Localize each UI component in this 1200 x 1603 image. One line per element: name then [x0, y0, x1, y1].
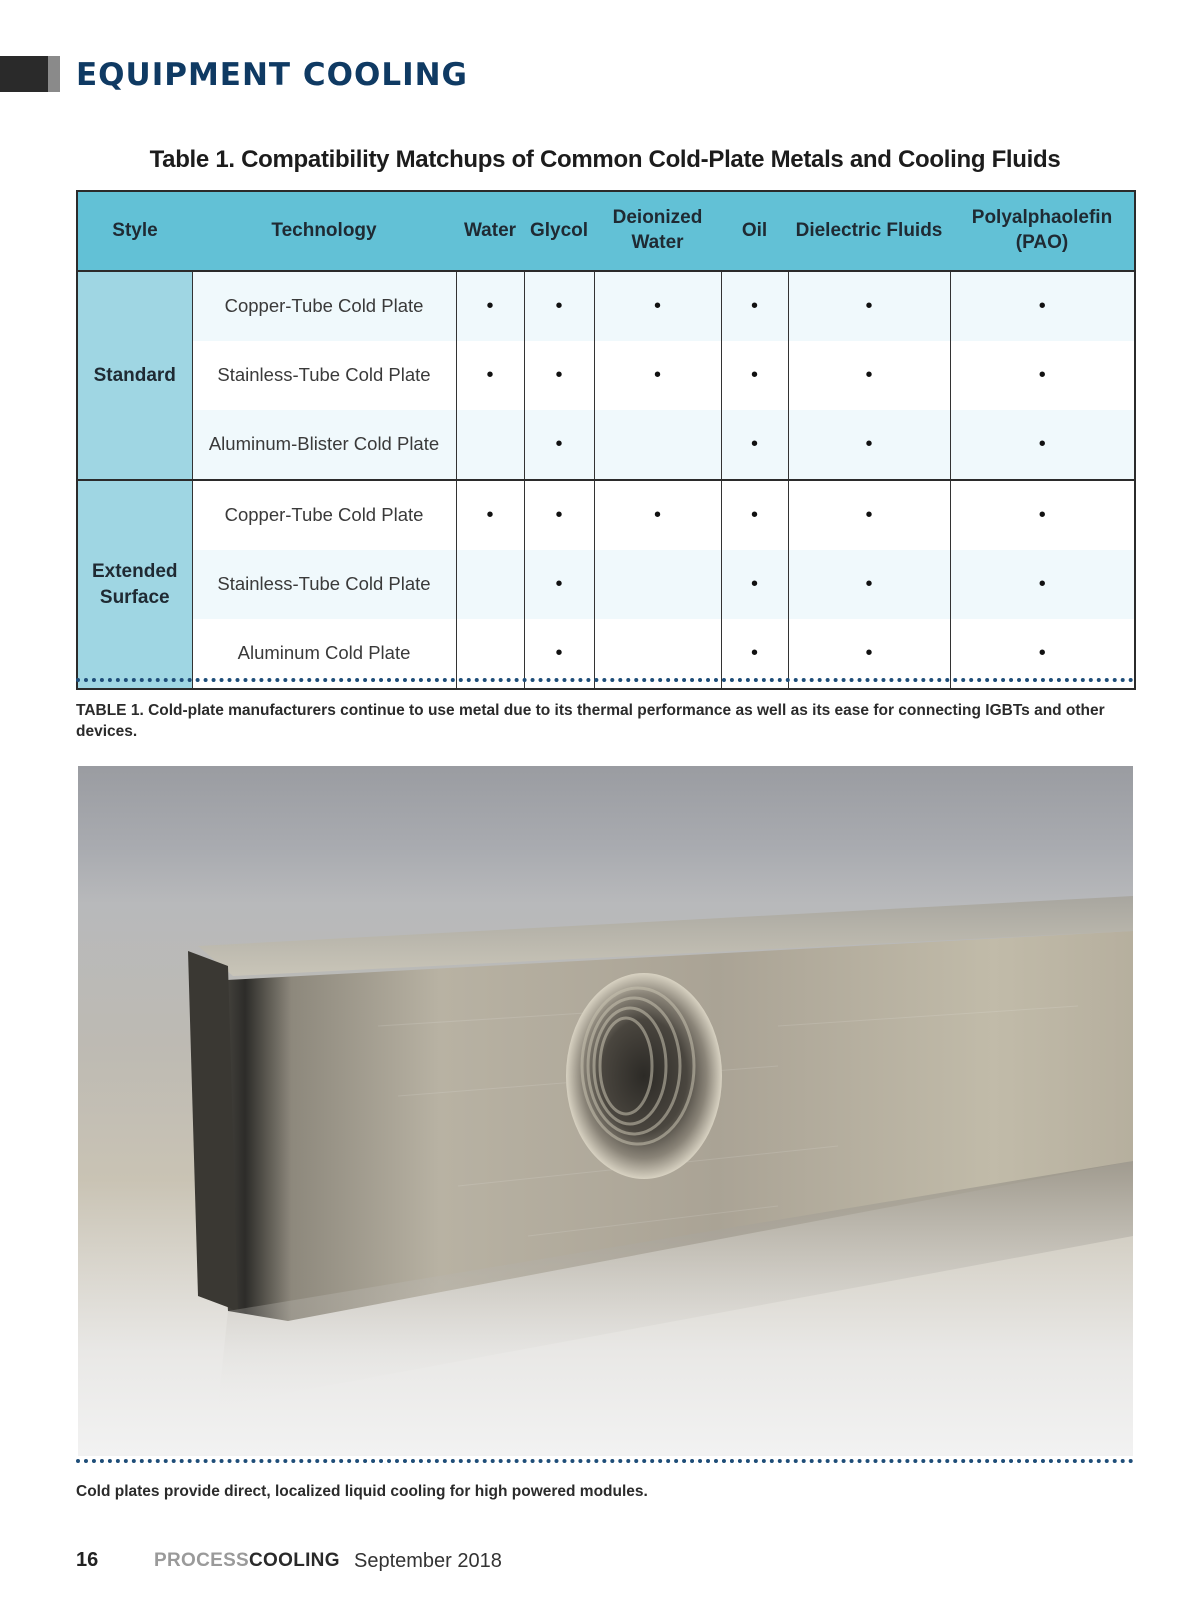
- column-header: Technology: [192, 191, 456, 271]
- compat-cell: [594, 410, 721, 480]
- compat-dot: •: [653, 504, 661, 526]
- column-header: Style: [77, 191, 192, 271]
- compat-cell: [950, 550, 1135, 619]
- compat-dot: •: [750, 295, 758, 317]
- compat-dot: •: [653, 295, 661, 317]
- compat-cell: [456, 341, 524, 410]
- compat-dot: •: [555, 642, 563, 664]
- compat-dot: •: [486, 364, 494, 386]
- technology-cell: Stainless-Tube Cold Plate: [192, 341, 456, 410]
- compat-dot: •: [865, 295, 873, 317]
- compat-cell: [594, 550, 721, 619]
- technology-cell: Copper-Tube Cold Plate: [192, 480, 456, 550]
- compat-cell: [524, 271, 594, 341]
- cold-plate-photo: [78, 766, 1133, 1456]
- compat-dot: •: [1038, 642, 1046, 664]
- column-header: Dielectric Fluids: [788, 191, 950, 271]
- table-row: [77, 341, 1135, 410]
- compat-dot: •: [555, 573, 563, 595]
- column-header: Deionized Water: [594, 191, 721, 271]
- dotted-divider-photo: [76, 1459, 1134, 1463]
- compat-dot: •: [653, 364, 661, 386]
- publication-brand: [154, 1550, 340, 1572]
- compat-cell: [721, 550, 788, 619]
- compat-cell: [788, 410, 950, 480]
- compat-dot: •: [486, 295, 494, 317]
- table-caption: [76, 700, 1134, 742]
- compat-dot: •: [1038, 504, 1046, 526]
- compat-dot: •: [865, 433, 873, 455]
- table-row: [77, 271, 1135, 341]
- technology-cell: Copper-Tube Cold Plate: [192, 271, 456, 341]
- compat-cell: [788, 341, 950, 410]
- compat-dot: •: [750, 504, 758, 526]
- compat-dot: •: [865, 364, 873, 386]
- compat-cell: [788, 550, 950, 619]
- compat-dot: •: [1038, 433, 1046, 455]
- compat-cell: [594, 271, 721, 341]
- compat-cell: [594, 341, 721, 410]
- compat-dot: •: [1038, 573, 1046, 595]
- compat-cell: [456, 410, 524, 480]
- brand-cooling: COOLING: [249, 1550, 340, 1571]
- table-row: [77, 480, 1135, 550]
- compat-cell: [950, 271, 1135, 341]
- compat-cell: [594, 480, 721, 550]
- compat-dot: •: [750, 573, 758, 595]
- column-header: Polyalphaolefin (PAO): [950, 191, 1135, 271]
- compat-cell: [788, 271, 950, 341]
- compat-dot: •: [486, 504, 494, 526]
- dotted-divider: [76, 678, 1134, 682]
- technology-cell: Aluminum Cold Plate: [192, 619, 456, 689]
- compat-dot: •: [865, 504, 873, 526]
- compat-dot: •: [1038, 364, 1046, 386]
- compat-cell: [950, 341, 1135, 410]
- compat-dot: •: [750, 642, 758, 664]
- table-title: Table 1. Compatibility Matchups of Common Cold-Plate Metals and Cooling Fluids: [149, 146, 1061, 173]
- compat-cell: [524, 550, 594, 619]
- section-title: EQUIPMENT COOLING: [76, 57, 468, 93]
- compatibility-table: [76, 190, 1136, 690]
- compat-cell: [950, 480, 1135, 550]
- compat-dot: •: [555, 504, 563, 526]
- issue-date: September 2018: [354, 1550, 502, 1572]
- compat-dot: •: [750, 433, 758, 455]
- compat-dot: •: [1038, 295, 1046, 317]
- compat-dot: •: [555, 295, 563, 317]
- compat-dot: •: [555, 364, 563, 386]
- style-cell: Standard: [77, 271, 192, 480]
- column-header: Water: [456, 191, 524, 271]
- compat-cell: [950, 410, 1135, 480]
- table-caption-label: TABLE 1.: [76, 702, 144, 719]
- column-header: Oil: [721, 191, 788, 271]
- compat-cell: [721, 341, 788, 410]
- compat-dot: •: [555, 433, 563, 455]
- compat-dot: •: [750, 364, 758, 386]
- compat-cell: [456, 550, 524, 619]
- table-row: [77, 550, 1135, 619]
- compat-cell: [456, 271, 524, 341]
- style-cell: Extended Surface: [77, 480, 192, 689]
- page-number: 16: [76, 1549, 99, 1571]
- compat-cell: [788, 480, 950, 550]
- table-row: [77, 410, 1135, 480]
- header-bar-dark: [0, 56, 48, 92]
- brand-process: PROCESS: [154, 1550, 250, 1571]
- photo-caption: Cold plates provide direct, localized liquid cooling for high powered modules.: [76, 1483, 648, 1500]
- compat-dot: •: [865, 642, 873, 664]
- technology-cell: Aluminum-Blister Cold Plate: [192, 410, 456, 480]
- table-header-row: [77, 191, 1135, 271]
- column-header: Glycol: [524, 191, 594, 271]
- compat-cell: [721, 480, 788, 550]
- compat-cell: [524, 410, 594, 480]
- compat-dot: •: [865, 573, 873, 595]
- compat-cell: [721, 410, 788, 480]
- table-caption-text: Cold-plate manufacturers continue to use metal due to its thermal performance as well as its ease for connecting IGBTs and other devices.: [76, 702, 1105, 740]
- compat-cell: [524, 341, 594, 410]
- compat-cell: [456, 480, 524, 550]
- header-bar-grey: [48, 56, 60, 92]
- technology-cell: Stainless-Tube Cold Plate: [192, 550, 456, 619]
- compat-cell: [524, 480, 594, 550]
- compat-cell: [721, 271, 788, 341]
- cold-plate-image: [78, 766, 1133, 1456]
